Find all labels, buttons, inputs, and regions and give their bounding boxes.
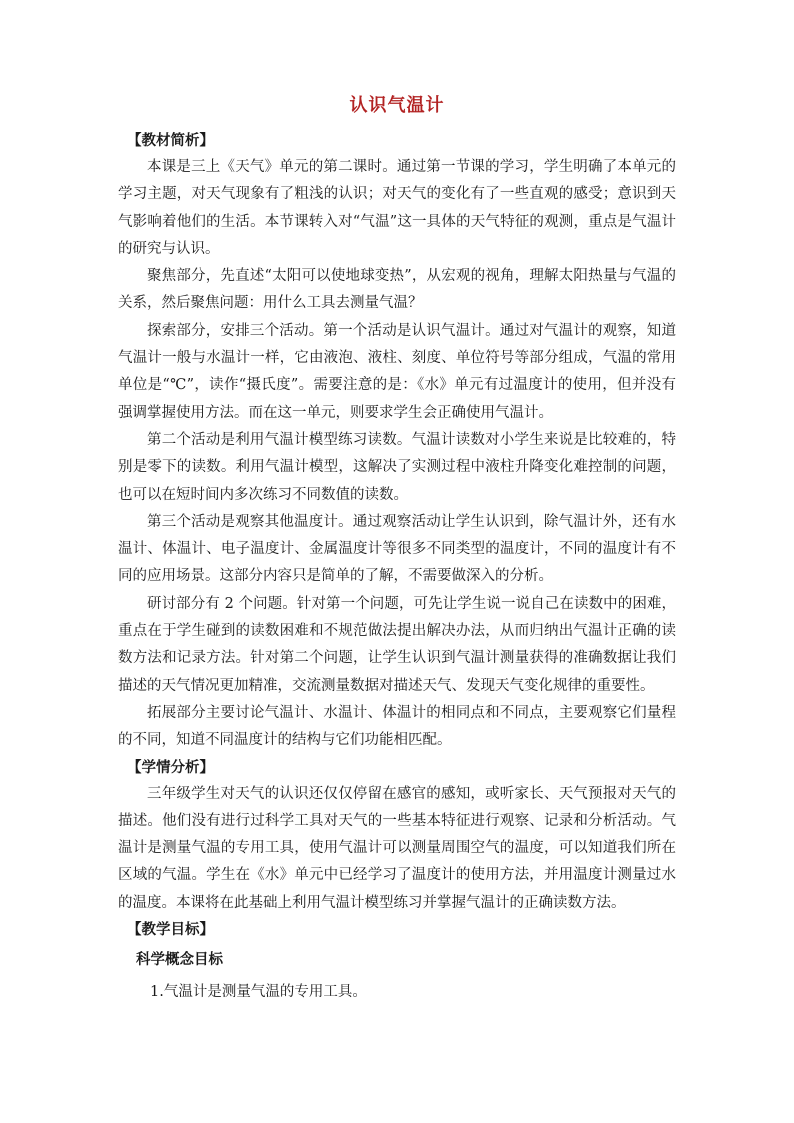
paragraph: 第二个活动是利用气温计模型练习读数。气温计读数对小学生来说是比较难的，特别是零下的读数。利用气温计模型，这解决了实测过程中液柱升降变化难控制的问题，也可以在短时间内多次练习不同数值的读数。 [118, 431, 676, 503]
section-heading-goals: 【教学目标】 [127, 921, 214, 939]
document-page [118, 92, 676, 1006]
paragraph: 三年级学生对天气的认识还仅仅停留在感官的感知，或听家长、天气预报对天气的描述。他们没有进行过科学工具对天气的一些基本特征进行观察、记录和分析活动。气温计是测量气温的专用工具，使用气温计可以测量周围空气的温度，可以知道我们所在区域的气温。学生在《水》单元中已经学习了温度计的使用方法，并用温度计测量过水的温度。本课将在此基础上利用气温计模型练习并掌握气温计的正确读数方法。 [118, 785, 676, 911]
list-item: 1.气温计是测量气温的专用工具。 [150, 984, 367, 1001]
paragraph: 聚焦部分，先直述“太阳可以使地球变热”，从宏观的视角，理解太阳热量与气温的关系，然后聚焦问题：用什么工具去测量气温？ [118, 268, 676, 312]
section-teaching-goals [118, 917, 676, 1006]
paragraph: 第三个活动是观察其他温度计。通过观察活动让学生认识到，除气温计外，还有水温计、体温计、电子温度计、金属温度计等很多不同类型的温度计，不同的温度计有不同的应用场景。这部分内容只是简单的了解，不需要做深入的分析。 [118, 513, 676, 585]
subheading-science-concept: 科学概念目标 [136, 951, 223, 969]
paragraph: 研讨部分有 2 个问题。针对第一个问题，可先让学生说一说自己在读数中的困难，重点在于学生碰到的读数困难和不规范做法提出解决办法，从而归纳出气温计正确的读数方法和记录方法。针对第二个问题，让学生认识到气温计测量获得的准确数据让我们描述的天气情况更加精准，交流测量数据对描述天气、发现天气变化规律的重要性。 [118, 595, 676, 694]
paragraph: 拓展部分主要讨论气温计、水温计、体温计的相同点和不同点，主要观察它们量程的不同，知道不同温度计的结构与它们功能相匹配。 [118, 704, 676, 749]
paragraph: 本课是三上《天气》单元的第二课时。通过第一节课的学习，学生明确了本单元的学习主题，对天气现象有了粗浅的认识；对天气的变化有了一些直观的感受；意识到天气影响着他们的生活。本节课转入对“气温”这一具体的天气特征的观测，重点是气温计的研究与认识。 [118, 159, 676, 257]
section-heading-learners: 【学情分析】 [127, 758, 214, 776]
paragraph: 探索部分，安排三个活动。第一个活动是认识气温计。通过对气温计的观察，知道气温计一般与水温计一样，它由液泡、液柱、刻度、单位符号等部分组成，气温的常用单位是“℃”，读作“摄氏度”。需要注意的是：《水》单元有过温度计的使用，但并没有强调掌握使用方法。而在这一单元，则要求学生会正确使用气温计。 [118, 322, 676, 421]
section-textbook-analysis [118, 128, 676, 755]
page-title: 认识气温计 [349, 95, 445, 116]
section-learner-analysis [118, 755, 676, 917]
section-heading-textbook: 【教材简析】 [127, 132, 214, 149]
